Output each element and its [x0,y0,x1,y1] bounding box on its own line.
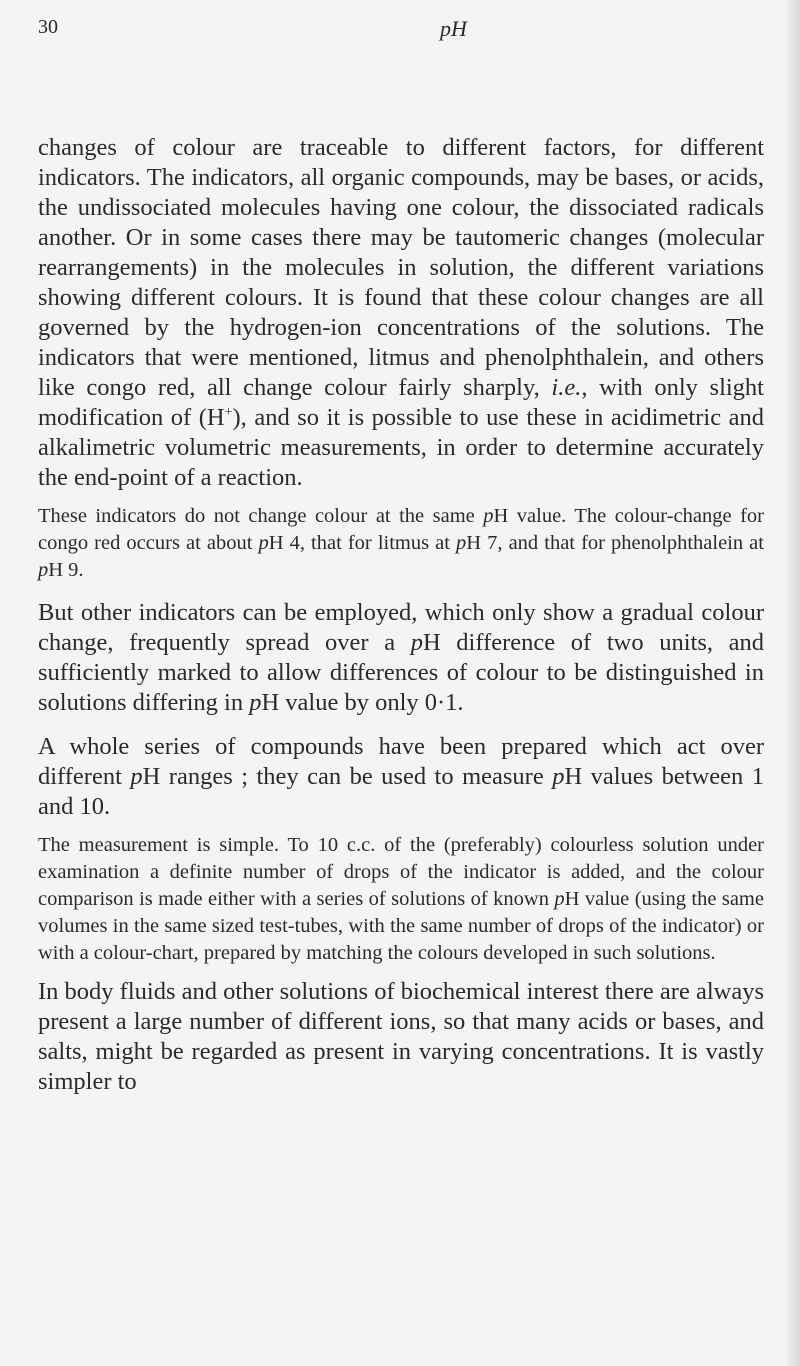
text-run-italic: p [249,689,262,716]
text-run: The measurement is simple. To 10 c.c. of the (preferably) colourless solution under examination a definite number of drops of the indicator is added, and the colour comparison is made either with a series of solutions of known [38,834,764,910]
text-run-italic: p [130,763,143,790]
text-run: , with only slight modification of (H [38,374,764,431]
superscript: + [224,404,233,420]
paragraph-6 [38,977,764,1097]
text-run-italic: p [554,888,565,910]
paragraph-5 [38,832,764,967]
page-edge-shadow [784,0,800,1366]
text-run: H 4, that for litmus at [268,532,457,554]
text-run: A whole series of compounds have been prepared which act over different [38,733,764,790]
text-run-italic: p [258,532,269,554]
page-number: 30 [38,16,58,38]
paragraph-1 [38,133,764,493]
paragraph-4 [38,732,764,822]
text-run: In body fluids and other solutions of biochemical interest there are always present a large number of different ions, so that many acids or bases, and salts, might be regarded as present in varying concentrations. It is vastly simpler to [38,978,764,1095]
text-run: H value. The colour-change for congo red occurs at about [38,505,764,554]
text-run-italic: p [483,505,494,527]
text-run: These indicators do not change colour at the same [38,505,484,527]
text-run-italic: p [38,559,49,581]
paragraph-3 [38,598,764,718]
text-run: H 9. [48,559,84,581]
text-run: H difference of two units, and sufficiently marked to allow differences of colour to be distinguished in solutions differing in [38,629,764,716]
text-run: H values between 1 and 10. [38,763,764,820]
text-run: But other indicators can be employed, which only show a gradual colour change, frequently spread over a [38,599,764,656]
page-header [0,16,800,46]
text-run-italic: p [410,629,423,656]
page-body [38,133,764,1097]
text-run: H ranges ; they can be used to measure [142,763,553,790]
paragraph-2 [38,503,764,584]
text-run: H value by only 0·1. [261,689,464,716]
running-title: pH [440,16,467,41]
text-run-italic: p [552,763,565,790]
text-run: H value (using the same volumes in the same sized test-tubes, with the same number of drops of the indicator) or with a colour-chart, prepared by matching the colours developed in such solutions. [38,888,764,964]
text-run-italic: i.e. [551,374,582,401]
text-run: ), and so it is possible to use these in acidimetric and alkalimetric volumetric measurements, in order to determine accurately the end-point of a reaction. [38,404,765,491]
text-run: changes of colour are traceable to different factors, for different indicators. The indicators, all organic compounds, may be bases, or acids, the undissociated molecules having one colour, the dissociated radicals another. Or in some cases there may be tautomeric changes (molecular rearrangements) in the molecules in solution, the different variations showing different colours. It is found that these colour changes are all governed by the hydrogen-ion concentrations of the solutions. The indicators that were mentioned, litmus and phenolphthalein, and others like congo red, all change colour fairly sharply, [38,134,764,401]
text-run-italic: p [456,532,467,554]
text-run: H 7, and that for phenolphthalein at [466,532,764,554]
